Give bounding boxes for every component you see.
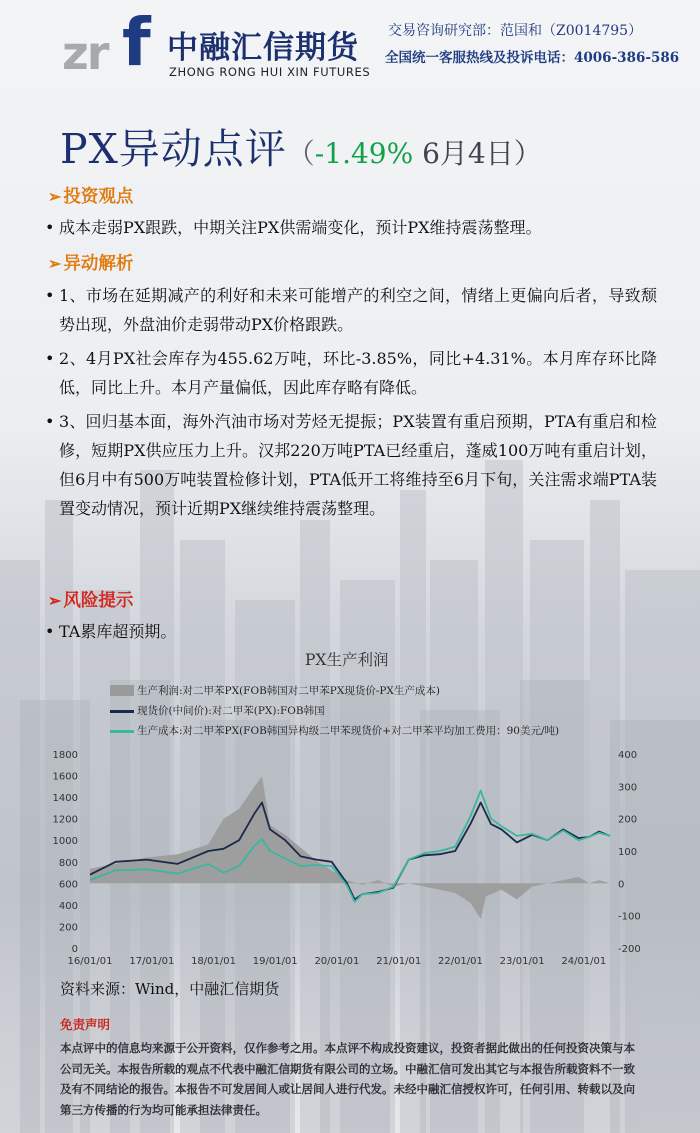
section-heading-analysis (48, 250, 133, 275)
x-tick-label: 17/01/01 (129, 956, 175, 967)
x-tick-label: 23/01/01 (499, 956, 545, 967)
y-left-tick-label: 1600 (52, 771, 78, 783)
y-left-tick-label: 400 (58, 900, 78, 912)
list-item: • 3、回归基本面，海外汽油市场对芳烃无提振；PX装置有重启预期，PTA有重启和检修，短期PX供应压力上升。汉邦220万吨PTA已经重启，蓬威100万吨有重启计划，但6月中有500万吨装置检修计划，PTA低开工将维持至6月下旬，关注需求端PTA装置变动情况，预计近期PX继续维持震荡整理。 (45, 407, 657, 523)
section-heading-label: 异动解析 (63, 254, 134, 274)
x-tick-label: 19/01/01 (252, 956, 298, 967)
legend-swatch (110, 730, 134, 733)
section-heading-view (48, 183, 133, 208)
logo-mark-f: f (122, 4, 151, 81)
legend-label: 生产利润:对二甲苯PX(FOB韩国对二甲苯PX现货价-PX生产成本) (137, 685, 441, 697)
legend-label: 生产成本:对二甲苯PX(FOB韩国异构级二甲苯现货价+对二甲苯平均加工费用：90美元/吨) (137, 725, 560, 737)
x-tick-label: 22/01/01 (437, 956, 483, 967)
title-main: PX异动点评 (60, 125, 287, 173)
x-tick-label: 20/01/01 (314, 956, 360, 967)
y-right-tick-label: 200 (618, 814, 638, 826)
data-source: 资料来源：Wind，中融汇信期货 (60, 980, 280, 998)
arrow-icon: ➢ (48, 254, 62, 273)
section-heading-label: 投资观点 (63, 187, 134, 207)
analysis-list (45, 281, 657, 523)
x-tick-label: 18/01/01 (191, 956, 236, 967)
disclaimer-title: 免责声明 (60, 1017, 111, 1032)
legend-swatch (110, 710, 134, 713)
legend-item-cost (110, 721, 559, 741)
y-left-tick-label: 800 (58, 857, 78, 869)
y-left-tick-label: 1000 (52, 836, 78, 848)
logo-mark: zr (62, 26, 108, 80)
section-heading-risk (48, 587, 133, 612)
title-paren: （ (286, 137, 315, 170)
analyst-contact: 交易咨询研究部：范国和（Z0014795） (388, 23, 643, 39)
arrow-icon: ➢ (48, 591, 62, 610)
view-list (45, 213, 657, 242)
disclaimer-text: 本点评中的信息均来源于公开资料，仅作参考之用。本点评不构成投资建议，投资者据此做出的任何投资决策与本公司无关。本报告所载的观点不代表中融汇信期货有限公司的立场。中融汇信可发出其它与本报告所载资料不一致及有不同结论的报告。本报告不可发居间人或让居间人进行代发。未经中融汇信授权许可，任何引用、转载以及向第三方传播的行为均可能承担法律责任。 (60, 1041, 635, 1117)
chart-title: PX生产利润 (305, 651, 389, 669)
title-date: 6月4日） (413, 137, 542, 170)
header (0, 0, 700, 90)
list-item: • 2、4月PX社会库存为455.62万吨，环比-3.85%，同比+4.31%。本月库存环比降低，同比上升。本月产量偏低，因此库存略有降低。 (45, 344, 657, 402)
x-tick-label: 16/01/01 (67, 956, 113, 967)
legend-swatch (110, 685, 134, 696)
brand-name-cn: 中融汇信期货 (167, 30, 359, 66)
y-right-tick-label: 100 (618, 847, 638, 858)
y-right-tick-label: 0 (618, 879, 625, 891)
x-tick-label: 21/01/01 (376, 956, 422, 967)
arrow-icon: ➢ (48, 187, 62, 206)
list-item: • 成本走弱PX跟跌，中期关注PX供需端变化，预计PX维持震荡整理。 (45, 213, 657, 242)
y-right-tick-label: 400 (618, 750, 638, 761)
y-left-tick-label: 1400 (52, 793, 78, 805)
list-item: • TA累库超预期。 (45, 617, 657, 646)
list-item: • 1、市场在延期减产的利好和未来可能增产的利空之间，情绪上更偏向后者，导致颓势出现，外盘油价走弱带动PX价格跟跌。 (45, 281, 657, 339)
y-left-tick-label: 600 (58, 879, 78, 891)
series-profit-area (90, 777, 610, 919)
x-tick-label: 24/01/01 (561, 956, 607, 967)
hotline-contact: 全国统一客服热线及投诉电话：4006-386-586 (385, 50, 680, 66)
chart (40, 640, 660, 970)
chart-legend (110, 681, 559, 741)
section-heading-label: 风险提示 (63, 591, 134, 611)
legend-label: 现货价(中间价):对二甲苯(PX):FOB韩国 (137, 705, 325, 717)
y-left-tick-label: 1800 (52, 750, 78, 761)
title-change-pct: -1.49% (314, 137, 414, 170)
y-right-tick-label: -200 (618, 944, 641, 955)
page-title (60, 116, 542, 175)
y-right-tick-label: -100 (618, 911, 641, 923)
brand-name-en: ZHONG RONG HUI XIN FUTURES (169, 65, 371, 79)
y-left-tick-label: 0 (71, 944, 78, 955)
y-right-tick-label: 300 (618, 782, 638, 794)
y-left-tick-label: 1200 (52, 814, 78, 826)
y-left-tick-label: 200 (58, 922, 78, 934)
legend-item-profit (110, 681, 559, 701)
legend-item-spot (110, 701, 559, 721)
